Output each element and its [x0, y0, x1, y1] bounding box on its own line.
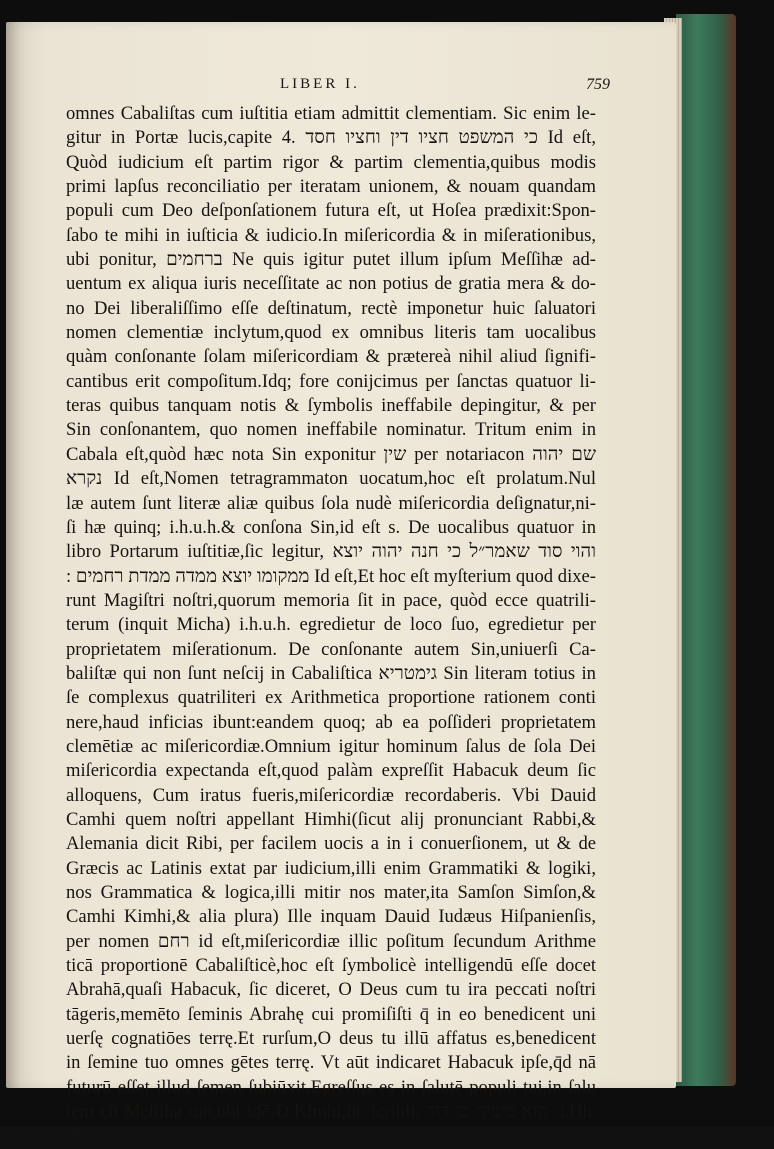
- body-text: [66, 102, 596, 1149]
- text-line: ſe complexus quatriliteri ex Arithmetica proportione rationem conti: [66, 687, 596, 709]
- text-line: gitur in Portæ lucis,capite 4. כי המשפט חציו דין וחציו חסד Id eſt,: [66, 127, 596, 149]
- text-line: omnes Cabaliſtas cum iuſtitia etiam admittit clementiam. Sic enim le-: [66, 103, 596, 124]
- text-line: tem cū Meſſiha tuo,ubi idē D.Kimhi,ſic ſcribit, הוא משיח בן דוד .i.Hic: [66, 1101, 596, 1123]
- text-line: no Dei liberaliſſimo eſſe deſtinatum, rectè imponetur huic ſaluatori: [66, 297, 596, 319]
- text-line: nere,haud inficias ibunt:eandem quoq; ab ea poſſideri proprietatem: [66, 711, 596, 733]
- text-line: primi lapſus reconciliatio per iteratam unionem, & nouam quandam: [66, 176, 596, 198]
- text-line: ſi hæ quinq; i.h.u.h.& conſona Sin,id eſt s. De uocalibus quatuor in: [66, 516, 596, 538]
- text-line: eſt: [66, 1125, 85, 1147]
- text-line: proprietatem miſerationum. De conſonante autem Sin,uniuerſi Ca-: [66, 638, 596, 660]
- text-line: Græcis ac Latinis extat par iudicium,illi enim Grammatiki & logiki,: [66, 857, 596, 879]
- page-header: [280, 76, 610, 100]
- text-line: tāgeris,memēto ſeminis Abrahę cui promiſiſti q̄ in eo benedicent uni: [66, 1003, 596, 1025]
- text-line: : ממקומו יוצא ממדה ממדת רחמים Id eſt,Et hoc eſt myſterium quod dixe-: [66, 565, 596, 587]
- book-cover: [676, 14, 736, 1086]
- text-line: ticā proportionē Cabaliſticè,hoc eſt ſymbolicè intelligendū eſſe docet: [66, 955, 596, 977]
- text-line: clemētiæ ac miſericordiæ.Omnium igitur hominum ſalus de ſola Dei: [66, 735, 596, 757]
- text-line: Abrahā,quaſi Habacuk, ſic diceret, O Deus cum tu ira peccati noſtri: [66, 979, 596, 1001]
- text-line: Camhi quem noſtri appellant Himhi(ſicut alij pronunciant Rabbi,&: [66, 808, 596, 830]
- text-line: futurū eſſet illud ſemen ſubiūxit,Egreſſus es in ſalutē populi tui,in ſalu: [66, 1076, 596, 1098]
- page-number: 759: [586, 76, 610, 93]
- text-line: libro Portarum iuſtitiæ,ſic legitur, והוי סוד שאמר״ל כי חנה יהוה יוצא: [66, 541, 596, 563]
- text-line: Alemania dicit Ribi, per facilem uocis a in i conuerſionem, ut & de: [66, 833, 596, 855]
- text-line: baliſtæ qui non ſunt neſcij in Cabaliſtica גימטריא Sin literam totius in: [66, 662, 596, 684]
- text-line: terum (inquit Micha) i.h.u.h. egredietur de loco ſuo, egredietur per: [66, 614, 596, 636]
- text-line: Cabala eſt,quòd hæc nota Sin exponitur שין per notariacon שם יהוה: [66, 443, 596, 465]
- text-line: teras quibus tanquam notis & ſymbolis ineffabile depingitur, & per: [66, 395, 596, 417]
- text-line: runt Magiſtri noſtri,quorum memoria ſit in pace, quòd ecce quatrili-: [66, 589, 596, 611]
- text-line: ubi ponitur, ברחמים Ne quis igitur putet illum ipſum Meſſihæ ad-: [66, 249, 596, 271]
- text-line: per nomen רחם id eſt,miſericordiæ illic poſitum ſecundum Arithme: [66, 930, 596, 952]
- text-line: Camhi Kimhi,& alia plura) Ille inquam Dauid Iudæus Hiſpanienſis,: [66, 906, 596, 928]
- text-line: Sin conſonantem, quo nomen ineffabile nominatur. Tritum enim in: [66, 419, 596, 441]
- text-line: quàm conſonante ſolam miſericordiam & prætereà nihil aliud ſignifi-: [66, 346, 596, 368]
- text-line: cantibus erit compoſitum.Idq; fore conijcimus per ſanctas quatuor li-: [66, 370, 596, 392]
- text-line: uerſę cognatiōes terrę.Et rurſum,O deus tu illū affatus es,benedicent: [66, 1028, 596, 1050]
- text-line: læ autem ſunt literæ aliæ quibus ſola nudè miſericordia deſignatur,ni-: [66, 492, 596, 514]
- text-line: in ſemine tuo omnes gētes terrę. Vt aūt indicaret Habacuk ipſe,q̄d nā: [66, 1052, 596, 1074]
- text-line: miſericordia expectanda eſt,quod palàm expreſſit Habacuk deum ſic: [66, 760, 596, 782]
- text-line: populi cum Deo deſponſationem futura eſt, ut Hoſea prædixit:Spon-: [66, 200, 596, 222]
- text-line: Quòd iudicium eſt partim rigor & partim clementia,quibus modis: [66, 151, 596, 173]
- text-line: uentum ex aliqua iuris neceſſitate ac non potius de gratia mera & do-: [66, 273, 596, 295]
- text-line: alloquens, Cum iratus fueris,miſericordiæ recordaberis. Vbi Dauid: [66, 784, 596, 806]
- text-line: ſabo te mihi in iuſticia & iudicio.In miſericordia & in miſerationibus,: [66, 224, 596, 246]
- text-line: nomen clementiæ inclytum,quod ex omnibus literis tam uocalibus: [66, 322, 596, 344]
- running-head: LIBER I.: [280, 76, 360, 92]
- text-line: nos Grammatica & logica,illi mitir nos mater,ita Samſon Simſon,&: [66, 882, 596, 903]
- text-line: נקרא Id eſt,Nomen tetragrammaton uocatum,hoc eſt prolatum.Nul: [66, 468, 596, 490]
